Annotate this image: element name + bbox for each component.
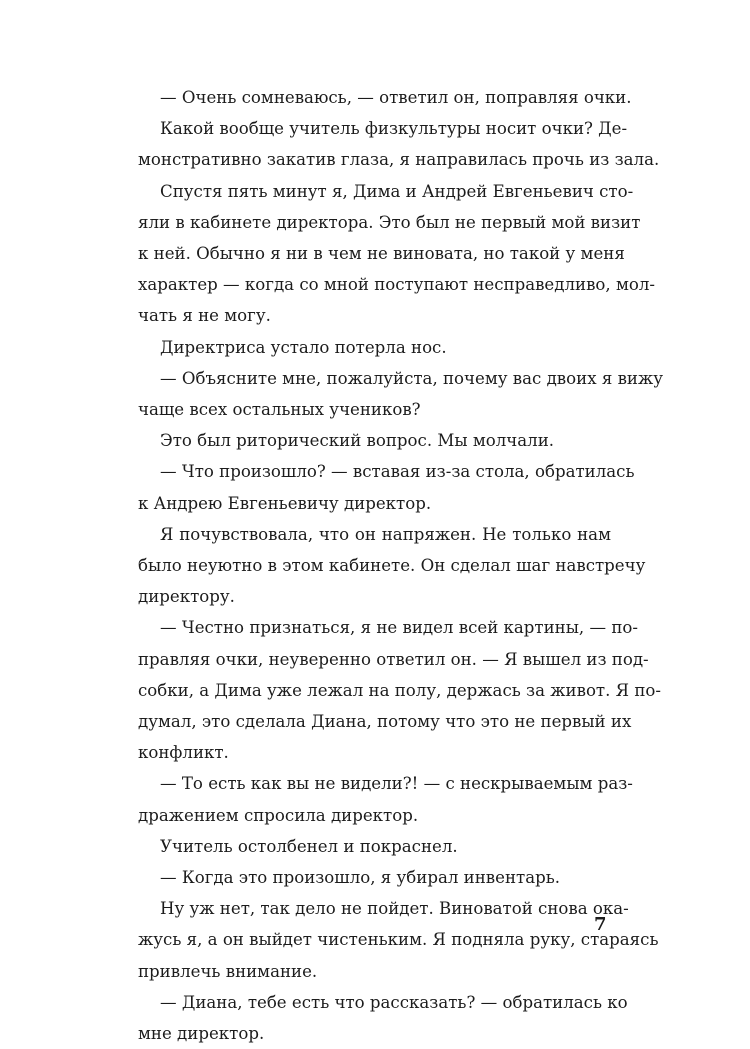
text-line: чаще всех остальных учеников? bbox=[138, 400, 421, 420]
text-line: жусь я, а он выйдет чистеньким. Я подняла руку, стараясь bbox=[138, 930, 659, 950]
paragraph bbox=[138, 612, 661, 768]
text-line: — То есть как вы не видели?! — с нескрываемым раз- bbox=[160, 774, 633, 794]
text-line: правляя очки, неуверенно ответил он. — Я вышел из под- bbox=[138, 649, 649, 669]
text-line: — Честно признаться, я не видел всей картины, — по- bbox=[160, 618, 638, 638]
page-number: 7 bbox=[594, 914, 607, 935]
text-line: Спустя пять минут я, Дима и Андрей Евгеньевич сто- bbox=[160, 181, 634, 201]
text-line: было неуютно в этом кабинете. Он сделал шаг навстречу bbox=[138, 556, 646, 576]
text-line: Это был риторический вопрос. Мы молчали. bbox=[160, 431, 555, 451]
text-line: дражением спросила директор. bbox=[138, 805, 419, 825]
text-line: — Что произошло? — вставая из-за стола, обратилась bbox=[160, 462, 635, 482]
text-line: — Когда это произошло, я убирал инвентарь. bbox=[160, 868, 561, 888]
paragraph bbox=[138, 113, 660, 175]
paragraph bbox=[138, 519, 646, 613]
text-line: Ну уж нет, так дело не пойдет. Виноватой снова ока- bbox=[160, 899, 629, 919]
text-line: монстративно закатив глаза, я направилась прочь из зала. bbox=[138, 150, 660, 170]
text-line: — Диана, тебе есть что рассказать? — обратилась ко bbox=[160, 992, 628, 1012]
text-line: Какой вообще учитель физкультуры носит очки? Де- bbox=[160, 119, 628, 139]
paragraph bbox=[138, 456, 635, 518]
paragraph bbox=[138, 425, 611, 456]
text-line: Директриса устало потерла нос. bbox=[160, 337, 447, 357]
text-line: думал, это сделала Диана, потому что это не первый их bbox=[138, 712, 632, 732]
text-line: к Андрею Евгеньевичу директор. bbox=[138, 493, 432, 513]
text-line: привлечь внимание. bbox=[138, 961, 318, 981]
paragraph bbox=[138, 893, 659, 987]
text-line: собки, а Дима уже лежал на полу, держась за живот. Я по- bbox=[138, 680, 661, 700]
text-line: — Объясните мне, пожалуйста, почему вас двоих я вижу bbox=[160, 368, 664, 388]
text-line: Учитель остолбенел и покраснел. bbox=[160, 836, 458, 856]
paragraph bbox=[138, 332, 611, 363]
paragraph bbox=[138, 987, 628, 1049]
text-line: директору. bbox=[138, 587, 235, 607]
paragraph bbox=[138, 862, 611, 893]
paragraph bbox=[138, 176, 655, 332]
text-line: к ней. Обычно я ни в чем не виновата, но такой у меня bbox=[138, 244, 625, 264]
text-line: конфликт. bbox=[138, 743, 229, 763]
text-line: яли в кабинете директора. Это был не первый мой визит bbox=[138, 212, 641, 232]
text-line: характер — когда со мной поступают несправедливо, мол- bbox=[138, 275, 655, 295]
text-line: мне директор. bbox=[138, 1024, 265, 1044]
paragraph bbox=[138, 768, 633, 830]
text-line: Я почувствовала, что он напряжен. Не только нам bbox=[160, 524, 611, 544]
body-text bbox=[138, 82, 664, 1049]
paragraph bbox=[138, 831, 611, 862]
paragraph bbox=[138, 82, 632, 113]
text-line: — Очень сомневаюсь, — ответил он, поправляя очки. bbox=[160, 88, 632, 107]
text-line: чать я не могу. bbox=[138, 306, 271, 326]
paragraph bbox=[138, 363, 664, 425]
